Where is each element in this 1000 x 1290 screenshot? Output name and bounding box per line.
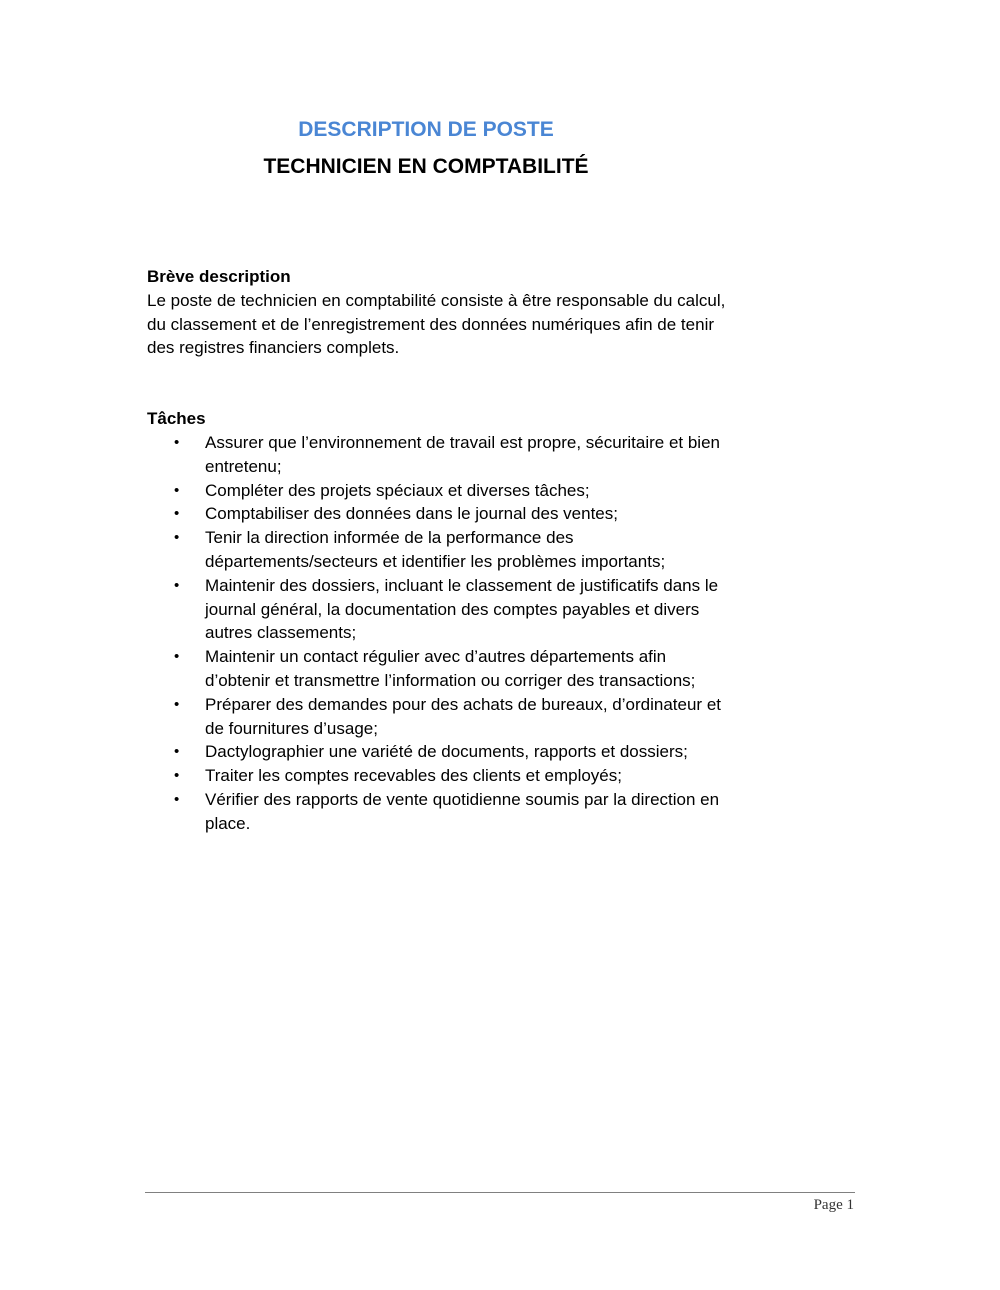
bullet-icon: •: [174, 505, 180, 523]
summary-heading: Brève description: [147, 267, 291, 286]
task-text: Assurer que l’environnement de travail est propre, sécuritaire et bien entretenu;: [205, 432, 720, 476]
bullet-icon: •: [174, 433, 180, 451]
task-text: Vérifier des rapports de vente quotidienne soumis par la direction en place.: [205, 789, 720, 833]
bullet-icon: •: [174, 743, 180, 761]
document-body: [147, 265, 727, 836]
summary-text: Le poste de technicien en comptabilité consiste à être responsable du calcul, du classement et de l’enregistrement des données numériques afin de tenir des registres financiers complets.: [147, 290, 726, 358]
bullet-icon: •: [174, 648, 180, 666]
task-list: [147, 431, 727, 836]
section-spacer: [147, 360, 727, 407]
task-text: Tenir la direction informée de la performance des départements/secteurs et identifier les problèmes importants;: [205, 528, 666, 571]
task-text: Maintenir un contact régulier avec d’autres départements afin d’obtenir et transmettre l’information ou corriger des transactions;: [205, 647, 696, 690]
task-text: Comptabiliser des données dans le journal des ventes;: [205, 504, 618, 524]
tasks-section: [147, 407, 727, 835]
task-item: [147, 431, 727, 479]
task-item: [147, 526, 727, 574]
bullet-icon: •: [174, 767, 180, 785]
task-item: [147, 764, 727, 788]
footer-divider: [145, 1192, 855, 1193]
bullet-icon: •: [174, 529, 180, 547]
task-text: Préparer des demandes pour des achats de bureaux, d’ordinateur et de fournitures d’usage;: [205, 694, 721, 738]
task-item: [147, 574, 727, 645]
task-item: [147, 788, 727, 836]
summary-section: [147, 265, 727, 360]
task-item: [147, 645, 727, 693]
task-text: Dactylographier une variété de documents, rapports et dossiers;: [205, 742, 688, 762]
document-title: TECHNICIEN EN COMPTABILITÉ: [263, 155, 589, 178]
task-item: [147, 740, 727, 764]
bullet-icon: •: [174, 790, 180, 808]
task-text: Traiter les comptes recevables des clients et employés;: [205, 766, 622, 786]
title-block: [146, 117, 706, 180]
bullet-icon: •: [174, 481, 180, 499]
bullet-icon: •: [174, 695, 180, 713]
page-number: Page 1: [813, 1197, 854, 1213]
task-item: [147, 479, 727, 503]
document-kicker: DESCRIPTION DE POSTE: [298, 118, 554, 141]
task-text: Maintenir des dossiers, incluant le classement de justificatifs dans le journal général, la documentation des comptes payables et divers autres classements;: [205, 575, 719, 643]
tasks-heading: Tâches: [147, 409, 206, 429]
task-item: [147, 693, 727, 741]
task-item: [147, 502, 727, 526]
task-text: Compléter des projets spéciaux et diverses tâches;: [205, 480, 590, 500]
bullet-icon: •: [174, 576, 180, 594]
